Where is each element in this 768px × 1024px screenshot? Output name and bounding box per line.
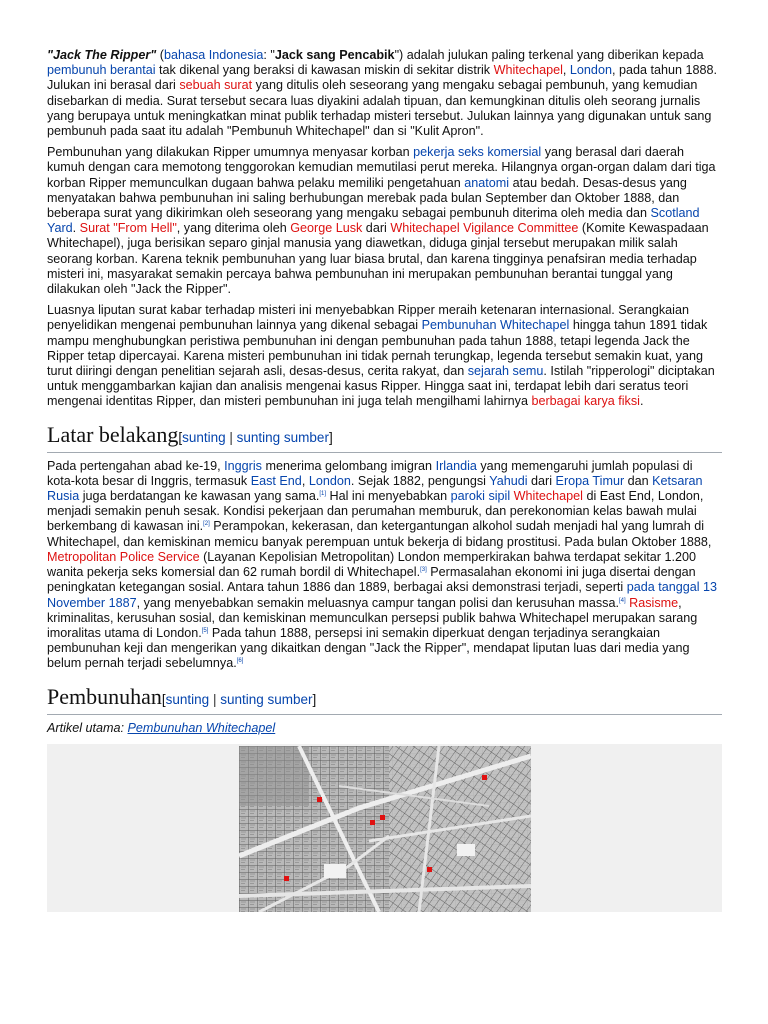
- wiki-link[interactable]: Irlandia: [435, 458, 477, 473]
- red-link[interactable]: George Lusk: [290, 221, 363, 236]
- wiki-link[interactable]: Inggris: [224, 458, 262, 473]
- red-link[interactable]: Whitechapel: [513, 489, 583, 504]
- main-article-hatnote: Artikel utama: Pembunuhan Whitechapel: [47, 720, 276, 735]
- wiki-link[interactable]: pekerja seks komersial: [413, 145, 542, 160]
- citation-ref[interactable]: [5]: [201, 627, 209, 634]
- edit-link[interactable]: sunting: [165, 691, 210, 707]
- map-open-space: [457, 844, 475, 856]
- murder-site-marker: [317, 797, 322, 802]
- red-link[interactable]: Whitechapel Vigilance Committee: [390, 221, 579, 236]
- intro-paragraph-3: Luasnya liputan surat kabar terhadap misteri ini menyebabkan Ripper meraih ketenaran internasional. Serangkaian penyelidikan mengenai pembunuhan lainnya yang dikenal sebagai Pembunuhan Whitechapel hingga tahun 1891 tidak mampu menghubungkan peristiwa pembunuhan ini dengan pembunuhan pada tahun 1888, tetapi legenda Jack the Ripper tetap dipercayai. Karena misteri pembunuhan ini tidak pernah terungkap, legenda tersebut semakin kuat, yang turut diiringi dengan penelitian sejarah asli, desas-desus, cerita rakyat, dan sejarah semu. Istilah "ripperologi" diciptakan untuk menggambarkan kajian dan analisis mengenai kasus Ripper. Hingga saat ini, terdapat lebih dari seratus teori mengenai identitas Ripper, dan misteri pembunuhan ini juga telah mengilhami lahirnya berbagai karya fiksi.: [47, 303, 715, 409]
- wiki-link[interactable]: Ketsaran Rusia: [47, 473, 703, 504]
- wiki-link[interactable]: East End: [250, 473, 302, 488]
- section-title: Pembunuhan: [47, 683, 162, 709]
- wiki-link[interactable]: Pembunuhan Whitechapel: [421, 318, 570, 333]
- wiki-link[interactable]: London: [308, 473, 351, 488]
- edit-link[interactable]: sunting: [182, 429, 226, 445]
- article-content: [47, 48, 722, 912]
- latar-belakang-paragraph: Pada pertengahan abad ke-19, Inggris menerima gelombang imigran Irlandia yang memengaruhi jumlah populasi di kota-kota besar di Inggris, termasuk East End, London. Sejak 1882, pengungsi Yahudi dari Eropa Timur dan Ketsaran Rusia juga berdatangan ke kawasan yang sama.[1] Hal ini menyebabkan paroki sipil Whitechapel di East End, London, menjadi semakin penuh sesak. Kondisi pekerjaan dan perumahan memburuk, dan perekonomian kelas bawah mulai berkembang di kawasan ini.[2] Perampokan, kekerasan, dan ketergantungan alkohol sudah menjadi hal yang lumrah di Whitechapel, dan kemiskinan memicu banyak perempuan untuk bekerja di bidang prostitusi. Pada bulan Oktober 1888, Metropolitan Police Service (Layanan Kepolisian Metropolitan) London memperkirakan bahwa terdapat sekitar 1.200 wanita pekerja seks komersial dan 62 rumah bordil di Whitechapel.[3] Permasalahan ekonomi ini juga disertai dengan peningkatan ketegangan sosial. Antara tahun 1886 dan 1889, berbagai aksi demonstrasi terjadi, seperti pada tanggal 13 November 1887, yang menyebabkan semakin meluasnya campur tangan polisi dan kerusuhan massa.[4] Rasisme, kriminalitas, kerusuhan sosial, dan kemiskinan memunculkan persepsi publik bahwa Whitechapel merupakan sarang imoralitas utama di London.[5] Pada tahun 1888, persepsi ini semakin diperkuat dengan terjadinya serangkaian pembunuhan keji dan mengerikan yang dikaitkan dengan "Jack the Ripper", mendapat liputan luas dari media yang belum pernah terjadi sebelumnya.[6]: [47, 458, 718, 671]
- section-heading-pembunuhan: [47, 684, 722, 715]
- red-link[interactable]: sebuah surat: [179, 78, 253, 93]
- red-link[interactable]: Whitechapel: [493, 63, 563, 78]
- murder-site-marker: [284, 876, 289, 881]
- bold-term: "Jack The Ripper": [47, 48, 157, 62]
- citation-ref[interactable]: [3]: [420, 566, 427, 573]
- whitechapel-map-image[interactable]: [239, 746, 531, 912]
- edit-source-link[interactable]: sunting sumber: [220, 691, 313, 707]
- main-article-link[interactable]: Pembunuhan Whitechapel: [127, 720, 276, 735]
- red-link[interactable]: Metropolitan Police Service: [47, 549, 200, 564]
- citation-ref[interactable]: [4]: [618, 597, 626, 604]
- intro-paragraph-1: "Jack The Ripper" (bahasa Indonesia: "Jack sang Pencabik") adalah julukan paling terkenal yang diberikan kepada pembunuh berantai tak dikenal yang beraksi di kawasan miskin di sekitar distrik Whitechapel, London, pada tahun 1888. Julukan ini berasal dari sebuah surat yang ditulis oleh seseorang yang mengaku sebagai pembunuh, yang kemudian disebarkan di media. Surat tersebut secara luas diyakini adalah tipuan, dan kemungkinan ditulis oleh seorang jurnalis yang berupaya untuk meningkatkan minat publik terhadap misteri tersebut. Julukan lainnya yang digunakan untuk sang pembunuh pada saat itu adalah "Pembunuh Whitechapel" dan si "Kulit Apron".: [47, 48, 717, 139]
- citation-ref[interactable]: [1]: [319, 490, 327, 497]
- wiki-link[interactable]: London: [569, 63, 612, 78]
- murder-site-marker: [427, 867, 432, 872]
- murder-site-marker: [482, 775, 487, 780]
- wiki-link[interactable]: Yahudi: [489, 473, 528, 488]
- red-link[interactable]: Surat "From Hell": [79, 221, 177, 236]
- murder-site-marker: [380, 815, 385, 820]
- murder-site-marker: [370, 820, 375, 825]
- wiki-link[interactable]: Scotland Yard: [47, 206, 700, 236]
- edit-links: [sunting | sunting sumber]: [161, 691, 317, 707]
- bold-term: Jack sang Pencabik: [274, 48, 395, 62]
- map-open-space: [324, 864, 346, 878]
- map-dense-quarter: [239, 746, 309, 806]
- wiki-link[interactable]: pada tanggal 13 November 1887: [47, 580, 718, 610]
- red-link[interactable]: Rasisme: [629, 595, 679, 610]
- intro-paragraph-2: Pembunuhan yang dilakukan Ripper umumnya menyasar korban pekerja seks komersial yang berasal dari daerah kumuh dengan cara memotong tenggorokan kemudian memutilasi perut mereka. Hilangnya organ-organ dalam dari tiga korban Ripper memunculkan dugaan bahwa pelaku memiliki pengetahuan anatomi atau bedah. Desas-desus yang menyatakan bahwa pembunuhan ini saling berhubungan merebak pada bulan September dan Oktober 1888, dan beberapa surat yang dikirimkan oleh seseorang yang mengaku sebagai pembunuh diterima oleh media dan Scotland Yard. Surat "From Hell", yang diterima oleh George Lusk dari Whitechapel Vigilance Committee (Komite Kewaspadaan Whitechapel), juga berisikan separo ginjal manusia yang diawetkan, diduga ginjal tersebut merupakan milik salah seorang korban. Karena teknik pembunuhan yang luar biasa brutal, dan karena tingginya penafsiran media terhadap misteri ini, masyarakat semakin percaya bahwa pembunuhan ini merupakan pembunuhan berantai tunggal yang dilakukan oleh "Jack the Ripper".: [47, 145, 716, 297]
- edit-links: [sunting | sunting sumber]: [178, 429, 333, 445]
- citation-ref[interactable]: [2]: [203, 521, 210, 528]
- wiki-link[interactable]: Eropa Timur: [555, 473, 625, 488]
- map-figure: [47, 744, 722, 912]
- red-link[interactable]: berbagai karya fiksi: [531, 394, 640, 409]
- wiki-link[interactable]: pembunuh berantai: [47, 63, 156, 78]
- wiki-link[interactable]: sejarah semu: [467, 364, 544, 379]
- section-title: Latar belakang: [47, 421, 179, 447]
- wiki-link[interactable]: anatomi: [464, 175, 510, 190]
- wiki-link[interactable]: paroki sipil: [450, 489, 511, 504]
- citation-ref[interactable]: [6]: [236, 658, 244, 665]
- wiki-link[interactable]: bahasa Indonesia: [163, 48, 264, 62]
- edit-source-link[interactable]: sunting sumber: [236, 429, 329, 445]
- section-heading-latar-belakang: [47, 422, 722, 453]
